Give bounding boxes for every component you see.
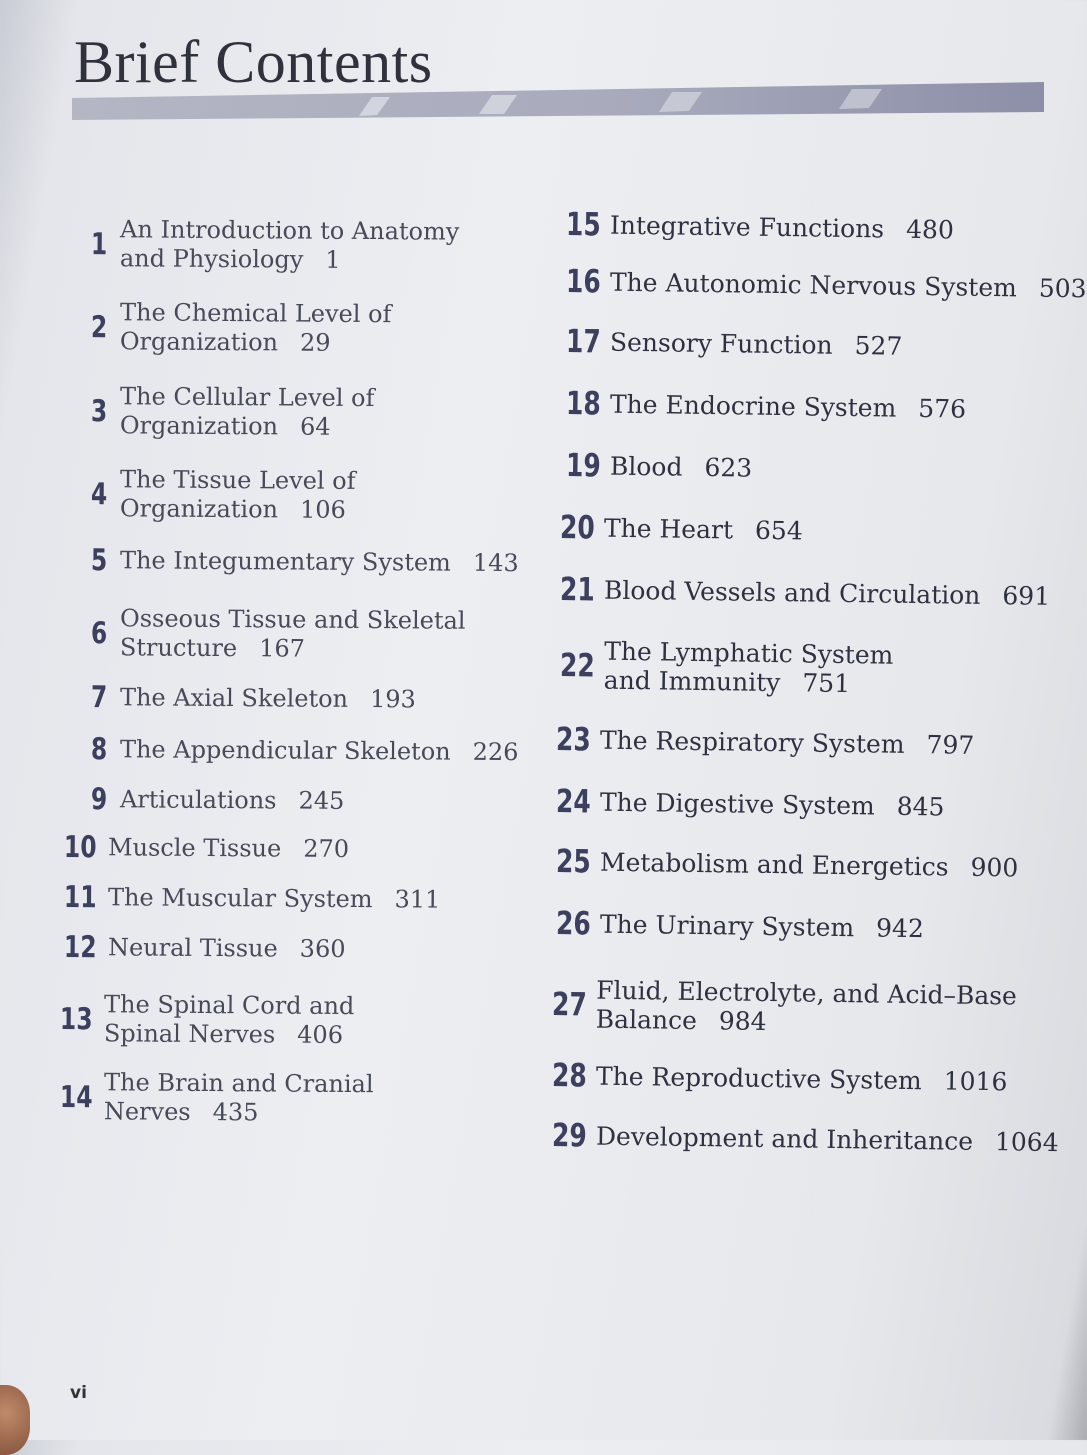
- toc-entry-chapter-29: [552, 1116, 1059, 1161]
- chapter-title: [120, 735, 519, 767]
- chapter-title-line: An Introduction to Anatomy: [120, 215, 460, 246]
- chapter-number: 12: [63, 930, 97, 966]
- page-number: 311: [394, 885, 441, 914]
- chapter-number: 25: [555, 842, 591, 881]
- chapter-title-line: The Integumentary System: [119, 546, 451, 577]
- chapter-title: [120, 546, 519, 578]
- toc-entry-chapter-10: [64, 830, 349, 867]
- toc-entry-chapter-26: [556, 904, 924, 947]
- chapter-title-line: Sensory Function: [609, 327, 833, 360]
- chapter-title-line: The Heart: [603, 513, 734, 544]
- chapter-title: [610, 327, 903, 360]
- page-number: 193: [369, 685, 416, 714]
- title-underline-bar: [72, 70, 1044, 120]
- chapter-title-line: The Muscular System: [107, 883, 373, 914]
- chapter-number: 22: [559, 646, 595, 685]
- chapter-title-line: Articulations: [119, 785, 277, 815]
- toc-entry-chapter-2: [76, 298, 392, 358]
- page-number: 1064: [994, 1126, 1059, 1157]
- toc-entry-chapter-4: [76, 465, 356, 525]
- toc-entry-chapter-9: [76, 782, 345, 819]
- chapter-number: 7: [90, 680, 108, 716]
- page-folio: vi: [70, 1383, 87, 1403]
- toc-entry-chapter-24: [556, 782, 945, 825]
- chapter-title: [120, 465, 356, 525]
- chapter-title: [610, 451, 753, 482]
- chapter-number: 29: [551, 1116, 587, 1155]
- chapter-title-line: and Immunity: [603, 665, 781, 698]
- chapter-title-line: The Endocrine System: [609, 389, 897, 423]
- chapter-title: [610, 267, 1087, 303]
- page-number: 503: [1038, 273, 1087, 303]
- page-number: 406: [297, 1020, 344, 1049]
- toc-entry-chapter-16: [566, 262, 1087, 307]
- chapter-title-line: The Cellular Level of: [120, 382, 375, 413]
- toc-entry-chapter-12: [64, 930, 346, 967]
- chapter-title: [600, 725, 975, 759]
- chapter-title-line: Osseous Tissue and Skeletal: [120, 604, 466, 635]
- chapter-title-line: The Appendicular Skeleton: [119, 735, 451, 766]
- chapter-title: [596, 976, 1017, 1040]
- chapter-title-line: Structure: [119, 633, 238, 663]
- chapter-title: [120, 785, 345, 816]
- chapter-number: 15: [565, 205, 601, 244]
- chapter-number: 24: [555, 782, 591, 821]
- chapter-number: 2: [90, 309, 108, 345]
- page-number: 942: [875, 912, 925, 943]
- page-number: 576: [918, 393, 967, 424]
- chapter-title: [108, 933, 346, 964]
- toc-entry-chapter-3: [76, 382, 375, 442]
- page-number: 270: [303, 834, 350, 863]
- chapter-number: 5: [90, 543, 108, 579]
- chapter-title-line: Organization: [119, 411, 279, 441]
- chapter-title-line: Neural Tissue: [107, 933, 278, 963]
- page-number: 360: [299, 934, 346, 963]
- chapter-title-line: The Digestive System: [599, 787, 875, 820]
- chapter-number: 13: [59, 1001, 93, 1037]
- chapter-number: 21: [559, 570, 595, 609]
- chapter-number: 14: [59, 1079, 93, 1115]
- chapter-title-line: The Axial Skeleton: [119, 683, 349, 713]
- page-number: 691: [1002, 580, 1051, 611]
- chapter-title: [108, 833, 349, 864]
- chapter-title: [120, 683, 416, 714]
- chapter-title: [610, 389, 966, 423]
- page-number: 29: [299, 328, 331, 357]
- chapter-title: [596, 1061, 1008, 1096]
- chapter-number: 3: [90, 393, 108, 429]
- toc-entry-chapter-14: [60, 1068, 374, 1128]
- chapter-title-line: The Spinal Cord and: [104, 990, 355, 1021]
- finger: [0, 1385, 30, 1455]
- page-number: 1016: [943, 1065, 1008, 1096]
- chapter-title-line: and Physiology: [119, 244, 304, 274]
- chapter-title-line: Nerves: [103, 1097, 191, 1126]
- toc-entry-chapter-18: [566, 384, 967, 428]
- chapter-title: [600, 909, 924, 943]
- chapter-title-line: Muscle Tissue: [107, 833, 282, 863]
- chapter-number: 27: [551, 985, 587, 1024]
- toc-entry-chapter-21: [560, 570, 1051, 615]
- toc-entry-chapter-8: [76, 732, 519, 770]
- chapter-title-line: Balance: [595, 1004, 698, 1036]
- chapter-title: [120, 604, 466, 664]
- chapter-title-line: Spinal Nerves: [103, 1019, 276, 1049]
- chapter-number: 18: [565, 384, 601, 423]
- page-number: 984: [718, 1006, 767, 1036]
- chapter-number: 26: [555, 904, 591, 943]
- chapter-title-line: The Reproductive System: [595, 1061, 922, 1095]
- page-number: 480: [905, 214, 955, 244]
- page-number: 435: [212, 1098, 259, 1127]
- page-number: 245: [298, 786, 345, 815]
- chapter-title-line: The Respiratory System: [599, 725, 905, 759]
- chapter-title-line: The Chemical Level of: [120, 298, 392, 329]
- page-number: 845: [896, 791, 945, 821]
- chapter-number: 28: [551, 1056, 587, 1095]
- chapter-number: 20: [559, 508, 595, 547]
- page-number: 1: [325, 245, 341, 274]
- chapter-number: 16: [565, 262, 601, 301]
- chapter-title: [120, 298, 392, 358]
- chapter-title: [604, 513, 803, 545]
- toc-entry-chapter-15: [566, 205, 954, 248]
- chapter-number: 10: [63, 830, 97, 866]
- page-number: 900: [970, 852, 1019, 882]
- chapter-title-line: The Urinary System: [599, 909, 855, 942]
- page-number: 654: [754, 515, 803, 545]
- page-number: 751: [802, 668, 851, 699]
- chapter-number: 23: [555, 720, 591, 759]
- chapter-title: [596, 1121, 1059, 1156]
- page-number: 527: [854, 330, 903, 361]
- toc-entry-chapter-27: [552, 975, 1017, 1039]
- chapter-number: 4: [90, 476, 108, 512]
- chapter-title-line: Organization: [119, 494, 279, 524]
- chapter-number: 6: [90, 615, 108, 651]
- chapter-title: [610, 210, 954, 244]
- toc-entry-chapter-23: [556, 720, 975, 764]
- chapter-title-line: The Brain and Cranial: [104, 1068, 374, 1099]
- page-number: 64: [299, 412, 331, 441]
- page-number: 623: [704, 452, 753, 483]
- page-number: 226: [472, 737, 519, 767]
- chapter-number: 19: [565, 446, 601, 485]
- toc-entry-chapter-1: [76, 215, 460, 276]
- toc-entry-chapter-17: [566, 322, 903, 365]
- chapter-title-line: The Lymphatic System: [603, 636, 894, 670]
- chapter-title-line: The Tissue Level of: [120, 465, 356, 495]
- chapter-title-line: Blood: [609, 451, 683, 482]
- chapter-number: 1: [90, 226, 108, 262]
- chapter-number: 17: [565, 322, 601, 361]
- chapter-title: [604, 637, 894, 699]
- page-number: 167: [259, 634, 306, 663]
- chapter-title-line: The Autonomic Nervous System: [609, 267, 1018, 302]
- toc-entry-chapter-7: [76, 680, 416, 717]
- chapter-title-line: Development and Inheritance: [595, 1121, 974, 1156]
- chapter-number: 11: [63, 880, 97, 916]
- page-number: 797: [926, 729, 975, 760]
- chapter-title: [120, 382, 375, 442]
- chapter-title: [104, 990, 355, 1050]
- toc-entry-chapter-19: [566, 446, 753, 487]
- chapter-title: [604, 575, 1051, 610]
- chapter-title: [104, 1068, 374, 1128]
- toc-entry-chapter-5: [76, 543, 519, 581]
- page-number: 143: [472, 548, 519, 578]
- chapter-title: [120, 215, 460, 275]
- chapter-title: [108, 883, 441, 914]
- chapter-title-line: Organization: [119, 327, 279, 357]
- chapter-number: 8: [90, 732, 108, 768]
- page-title: Brief Contents: [74, 29, 433, 95]
- toc-entry-chapter-28: [552, 1056, 1008, 1100]
- chapter-title: [600, 847, 1019, 882]
- toc-entry-chapter-13: [60, 990, 355, 1050]
- chapter-title: [600, 787, 945, 821]
- chapter-title-line: Metabolism and Energetics: [599, 847, 949, 881]
- page-number: 106: [299, 495, 346, 524]
- chapter-number: 9: [90, 782, 108, 818]
- toc-entry-chapter-11: [64, 880, 441, 918]
- toc-entry-chapter-25: [556, 842, 1019, 886]
- toc-entry-chapter-6: [76, 604, 466, 665]
- chapter-title-line: Blood Vessels and Circulation: [603, 575, 981, 610]
- chapter-title-line: Integrative Functions: [609, 210, 885, 243]
- toc-entry-chapter-22: [560, 636, 894, 699]
- toc-entry-chapter-20: [560, 508, 803, 549]
- chapter-title-line: Fluid, Electrolyte, and Acid–Base: [595, 975, 1018, 1011]
